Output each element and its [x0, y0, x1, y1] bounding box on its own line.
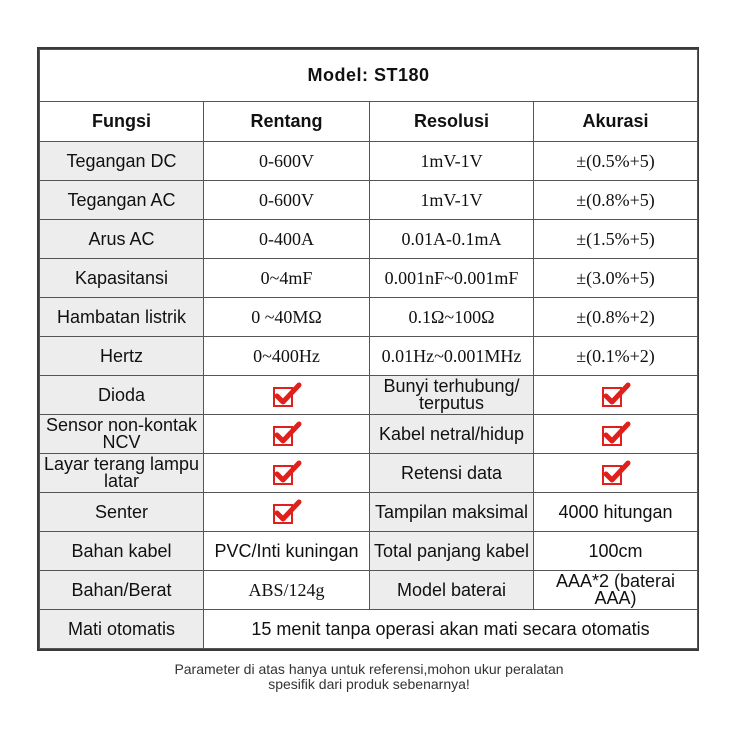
table-row: [40, 142, 698, 181]
resolution-cell: 0.01Hz~0.001MHz: [370, 337, 534, 376]
func-cell: Arus AC: [40, 220, 204, 259]
table-row: [40, 337, 698, 376]
header-akurasi: Akurasi: [534, 102, 698, 142]
material-label: Total panjang kabel: [370, 532, 534, 571]
feature-label: Retensi data: [370, 454, 534, 493]
accuracy-cell: ±(0.5%+5): [534, 142, 698, 181]
feature-row: [40, 493, 698, 532]
checkmark-box-icon: [272, 460, 302, 486]
feature-label: Senter: [40, 493, 204, 532]
page-title: Model: ST180: [40, 50, 698, 102]
table-row: [40, 220, 698, 259]
spec-table-frame: [37, 47, 699, 651]
accuracy-cell: ±(0.8%+2): [534, 298, 698, 337]
feature-label: Dioda: [40, 376, 204, 415]
feature-label: Layar terang lampu latar: [40, 454, 204, 493]
feature-check: [204, 493, 370, 532]
spec-table: [39, 49, 698, 649]
feature-label: Bunyi terhubung/ terputus: [370, 376, 534, 415]
feature-label: Kabel netral/hidup: [370, 415, 534, 454]
checkmark-box-icon: [601, 460, 631, 486]
footnote: [0, 662, 738, 692]
func-cell: Hertz: [40, 337, 204, 376]
resolution-cell: 1mV-1V: [370, 142, 534, 181]
range-cell: 0-600V: [204, 181, 370, 220]
feature-check: [204, 454, 370, 493]
range-cell: 0 ~40MΩ: [204, 298, 370, 337]
auto-off-row: [40, 610, 698, 649]
checkmark-box-icon: [272, 382, 302, 408]
footnote-line-2: spesifik dari produk sebenarnya!: [268, 676, 470, 692]
range-cell: 0~4mF: [204, 259, 370, 298]
func-cell: Hambatan listrik: [40, 298, 204, 337]
material-label: Bahan/Berat: [40, 571, 204, 610]
material-value: AAA*2 (baterai AAA): [534, 571, 698, 610]
feature-row: [40, 376, 698, 415]
material-value: PVC/Inti kuningan: [204, 532, 370, 571]
resolution-cell: 1mV-1V: [370, 181, 534, 220]
range-cell: 0-600V: [204, 142, 370, 181]
feature-check: [204, 376, 370, 415]
resolution-cell: 0.1Ω~100Ω: [370, 298, 534, 337]
material-value: 100cm: [534, 532, 698, 571]
feature-check: [534, 415, 698, 454]
table-row: [40, 181, 698, 220]
checkmark-box-icon: [272, 499, 302, 525]
feature-value: 4000 hitungan: [534, 493, 698, 532]
auto-off-value: 15 menit tanpa operasi akan mati secara otomatis: [204, 610, 698, 649]
feature-row: [40, 415, 698, 454]
accuracy-cell: ±(0.1%+2): [534, 337, 698, 376]
accuracy-cell: ±(3.0%+5): [534, 259, 698, 298]
material-value: ABS/124g: [204, 571, 370, 610]
func-cell: Tegangan AC: [40, 181, 204, 220]
header-resolusi: Resolusi: [370, 102, 534, 142]
feature-check: [204, 415, 370, 454]
material-label: Model baterai: [370, 571, 534, 610]
material-label: Bahan kabel: [40, 532, 204, 571]
feature-label: Tampilan maksimal: [370, 493, 534, 532]
range-cell: 0-400A: [204, 220, 370, 259]
checkmark-box-icon: [601, 382, 631, 408]
header-rentang: Rentang: [204, 102, 370, 142]
material-row: [40, 571, 698, 610]
feature-label: Sensor non-kontak NCV: [40, 415, 204, 454]
table-row: [40, 298, 698, 337]
feature-check: [534, 376, 698, 415]
func-cell: Kapasitansi: [40, 259, 204, 298]
checkmark-box-icon: [601, 421, 631, 447]
resolution-cell: 0.001nF~0.001mF: [370, 259, 534, 298]
table-row: [40, 259, 698, 298]
header-fungsi: Fungsi: [40, 102, 204, 142]
feature-check: [534, 454, 698, 493]
auto-off-label: Mati otomatis: [40, 610, 204, 649]
feature-row: [40, 454, 698, 493]
range-cell: 0~400Hz: [204, 337, 370, 376]
accuracy-cell: ±(0.8%+5): [534, 181, 698, 220]
resolution-cell: 0.01A-0.1mA: [370, 220, 534, 259]
material-row: [40, 532, 698, 571]
checkmark-box-icon: [272, 421, 302, 447]
footnote-line-1: Parameter di atas hanya untuk referensi,mohon ukur peralatan: [174, 661, 564, 677]
accuracy-cell: ±(1.5%+5): [534, 220, 698, 259]
func-cell: Tegangan DC: [40, 142, 204, 181]
